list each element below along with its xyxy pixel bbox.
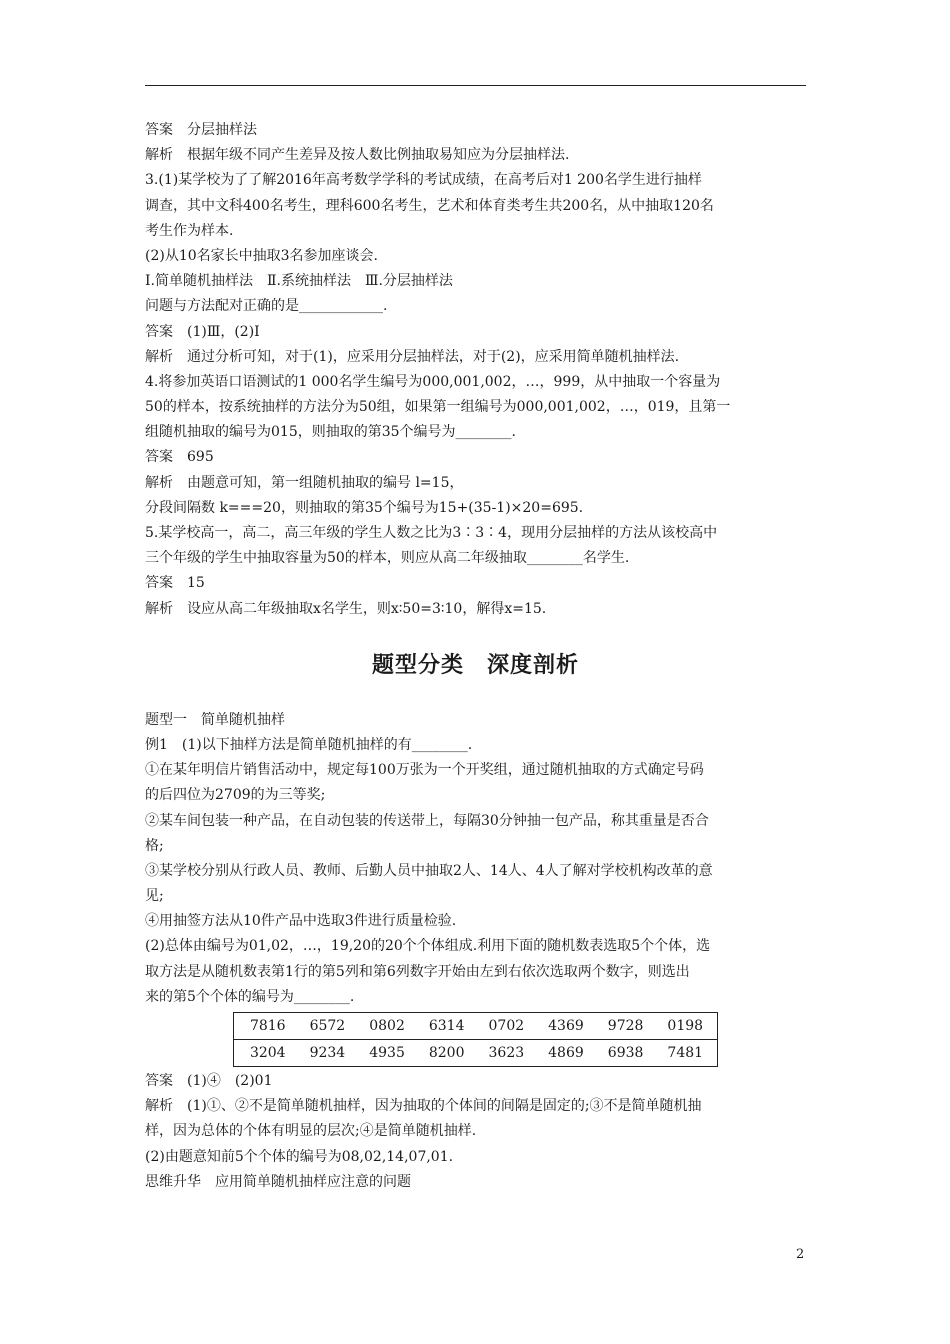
page-content: [145, 118, 806, 1195]
answer-section: [145, 118, 806, 622]
text-line: 答案 分层抽样法: [145, 122, 257, 138]
text-line: ④用抽签方法从10件产品中选取3件进行质量检验.: [145, 913, 457, 930]
random-number-table: [233, 1012, 718, 1067]
table-cell: 9234: [309, 1045, 346, 1061]
table-cell: 9728: [596, 1013, 656, 1040]
text-line: (2)由题意知前5个个体的编号为08,02,14,07,01.: [145, 1148, 454, 1165]
table-cell: 7481: [667, 1045, 704, 1061]
text-line: 来的第5个个体的编号为________.: [145, 988, 355, 1005]
solution-section: [145, 1069, 806, 1195]
text-line: 50的样本，按系统抽样的方法分为50组，如果第一组编号为000,001,002，…，019，且第一: [145, 399, 731, 416]
text-line: 组随机抽取的编号为015，则抽取的第35个编号为________.: [145, 424, 516, 441]
text-line: (2)从10名家长中抽取3名参加座谈会.: [145, 247, 379, 264]
table-cell: 4935: [369, 1045, 405, 1061]
text-line: ①在某年明信片销售活动中，规定每100万张为一个开奖组，通过随机抽取的方式确定号码: [145, 762, 704, 779]
table-cell: 4369: [536, 1013, 596, 1040]
random-number-table-wrap: [145, 1012, 806, 1067]
text-line: 的后四位为2709的为三等奖;: [145, 787, 326, 804]
text-line: 答案 15: [145, 575, 205, 592]
text-line: 解析 通过分析可知，对于(1)，应采用分层抽样法，对于(2)，应采用简单随机抽样法.: [145, 348, 680, 365]
text-line: 答案 (1)④ (2)01: [145, 1073, 273, 1089]
text-line: 4.将参加英语口语测试的1 000名学生编号为000,001,002，…，999，从中抽取一个容量为: [145, 373, 721, 390]
text-line: 答案 (1)Ⅲ，(2)Ⅰ: [145, 323, 260, 340]
text-line: Ⅰ.简单随机抽样法 Ⅱ.系统抽样法 Ⅲ.分层抽样法: [145, 273, 453, 290]
table-cell: 8200: [428, 1045, 465, 1061]
table-cell: 3204: [249, 1045, 286, 1061]
text-line: 问题与方法配对正确的是____________.: [145, 298, 388, 315]
text-line: 三个年级的学生中抽取容量为50的样本，则应从高二年级抽取________名学生.: [145, 550, 630, 567]
text-line: 解析 由题意可知，第一组随机抽取的编号 l=15，: [145, 474, 464, 491]
text-line: 题型一 简单随机抽样: [145, 711, 285, 728]
text-line: 解析 设应从高二年级抽取x名学生，则x∶50=3∶10，解得x=15.: [145, 600, 547, 617]
table-cell: 6572: [298, 1013, 358, 1040]
text-line: 样，因为总体的个体有明显的层次;④是简单随机抽样.: [145, 1123, 477, 1140]
text-line: 见;: [145, 888, 164, 905]
text-line: 解析 (1)①、②不是简单随机抽样，因为抽取的个体间的间隔是固定的;③不是简单随机抽: [145, 1098, 702, 1115]
table-cell: 3623: [488, 1045, 525, 1061]
text-line: 3.(1)某学校为了了解2016年高考数学学科的考试成绩，在高考后对1 200名学生进行抽样: [145, 172, 702, 189]
text-line: 答案 695: [145, 449, 214, 466]
table-cell: 0702: [477, 1013, 537, 1040]
text-line: 分段间隔数 k===20，则抽取的第35个编号为15+(35-1)×20=695.: [145, 499, 584, 516]
header-rule: [145, 85, 806, 86]
table-row: [233, 1040, 717, 1067]
text-line: 格;: [145, 837, 164, 854]
table-cell: 4869: [548, 1045, 584, 1061]
text-line: 例1 (1)以下抽样方法是简单随机抽样的有________.: [145, 736, 473, 753]
text-line: ③某学校分别从行政人员、教师、后勤人员中抽取2人、14人、4人了解对学校机构改革的意: [145, 862, 713, 879]
table-cell: 7816: [233, 1013, 297, 1040]
text-line: ②某车间包装一种产品，在自动包装的传送带上，每隔30分钟抽一包产品，称其重量是否合: [145, 812, 709, 829]
text-line: 5.某学校高一，高二，高三年级的学生人数之比为3∶3∶4，现用分层抽样的方法从该校高中: [145, 525, 718, 541]
text-line: 调查，其中文科400名考生，理科600名考生，艺术和体育类考生共200名，从中抽取120名: [145, 197, 714, 214]
table-cell: 6314: [417, 1013, 477, 1040]
table-row: [233, 1013, 717, 1040]
text-line: 考生作为样本.: [145, 222, 234, 239]
page-number: 2: [796, 1247, 805, 1262]
section-title: 题型分类 深度剖析: [371, 652, 579, 678]
text-line: 取方法是从随机数表第1行的第5列和第6列数字开始由左到右依次选取两个数字，则选出: [145, 963, 690, 980]
text-line: 解析 根据年级不同产生差异及按人数比例抽取易知应为分层抽样法.: [145, 147, 570, 164]
table-cell: 0802: [357, 1013, 417, 1040]
table-cell: 0198: [655, 1013, 717, 1040]
example-section: [145, 708, 806, 1010]
text-line: (2)总体由编号为01,02，…，19,20的20个个体组成.利用下面的随机数表选取5个个体，选: [145, 938, 711, 955]
text-line: 思维升华 应用简单随机抽样应注意的问题: [145, 1173, 411, 1190]
table-cell: 6938: [607, 1045, 644, 1061]
